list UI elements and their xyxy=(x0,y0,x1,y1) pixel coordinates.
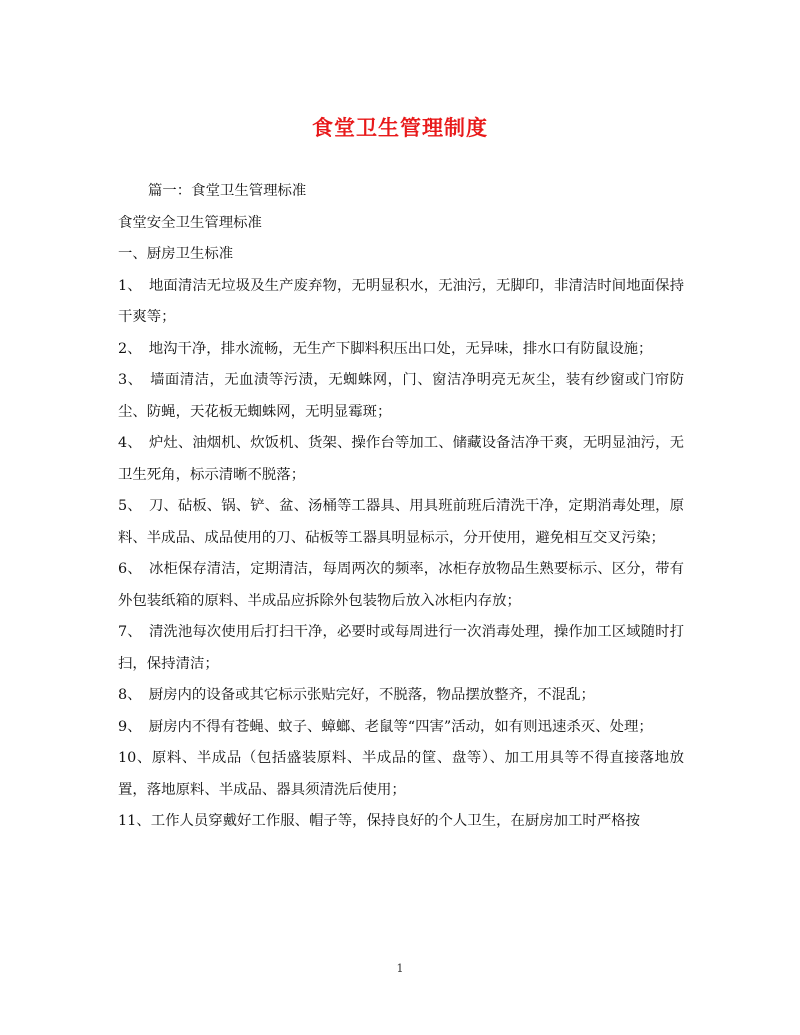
part-heading: 一、厨房卫生标准 xyxy=(118,246,234,262)
list-item: 11、工作人员穿戴好工作服、帽子等，保持良好的个人卫生，在厨房加工时严格按 xyxy=(118,813,640,829)
list-item: 10、原料、半成品（包括盛装原料、半成品的筐、盘等）、加工用具等不得直接落地放置，落地原料、半成品、器具须清洗后使用； xyxy=(118,750,684,798)
list-item: 4、 炉灶、油烟机、炊饭机、货架、操作台等加工、储藏设备洁净干爽，无明显油污，无卫生死角，标示清晰不脱落； xyxy=(118,435,684,483)
document-body xyxy=(118,176,684,838)
section-heading: 篇一：食堂卫生管理标准 xyxy=(148,183,307,199)
list-item: 3、 墙面清洁，无血渍等污渍，无蜘蛛网，门、窗洁净明亮无灰尘，装有纱窗或门帘防尘、防蝇，天花板无蜘蛛网，无明显霉斑； xyxy=(118,372,684,420)
subtitle: 食堂安全卫生管理标准 xyxy=(118,214,262,231)
list-item: 1、 地面清洁无垃圾及生产废弃物，无明显积水，无油污，无脚印，非清洁时间地面保持干爽等； xyxy=(118,277,684,325)
list-item: 6、 冰柜保存清洁，定期清洁，每周两次的频率，冰柜存放物品生熟要标示、区分，带有外包装纸箱的原料、半成品应拆除外包装物后放入冰柜内存放； xyxy=(118,561,684,609)
document-title: 食堂卫生管理制度 xyxy=(312,115,488,140)
list-item: 7、 清洗池每次使用后打扫干净，必要时或每周进行一次消毒处理，操作加工区域随时打扫，保持清洁； xyxy=(118,624,684,672)
list-item: 2、 地沟干净，排水流畅，无生产下脚料积压出口处，无异味，排水口有防鼠设施； xyxy=(118,340,653,357)
list-item: 5、 刀、砧板、锅、铲、盆、汤桶等工器具、用具班前班后清洗干净，定期消毒处理，原料、半成品、成品使用的刀、砧板等工器具明显标示，分开使用，避免相互交叉污染； xyxy=(118,498,684,546)
list-item: 9、 厨房内不得有苍蝇、蚊子、蟑螂、老鼠等“四害”活动，如有则迅速杀灭、处理； xyxy=(118,718,653,735)
page-number: 1 xyxy=(396,962,404,975)
list-item: 8、 厨房内的设备或其它标示张贴完好，不脱落，物品摆放整齐，不混乱； xyxy=(118,687,595,703)
